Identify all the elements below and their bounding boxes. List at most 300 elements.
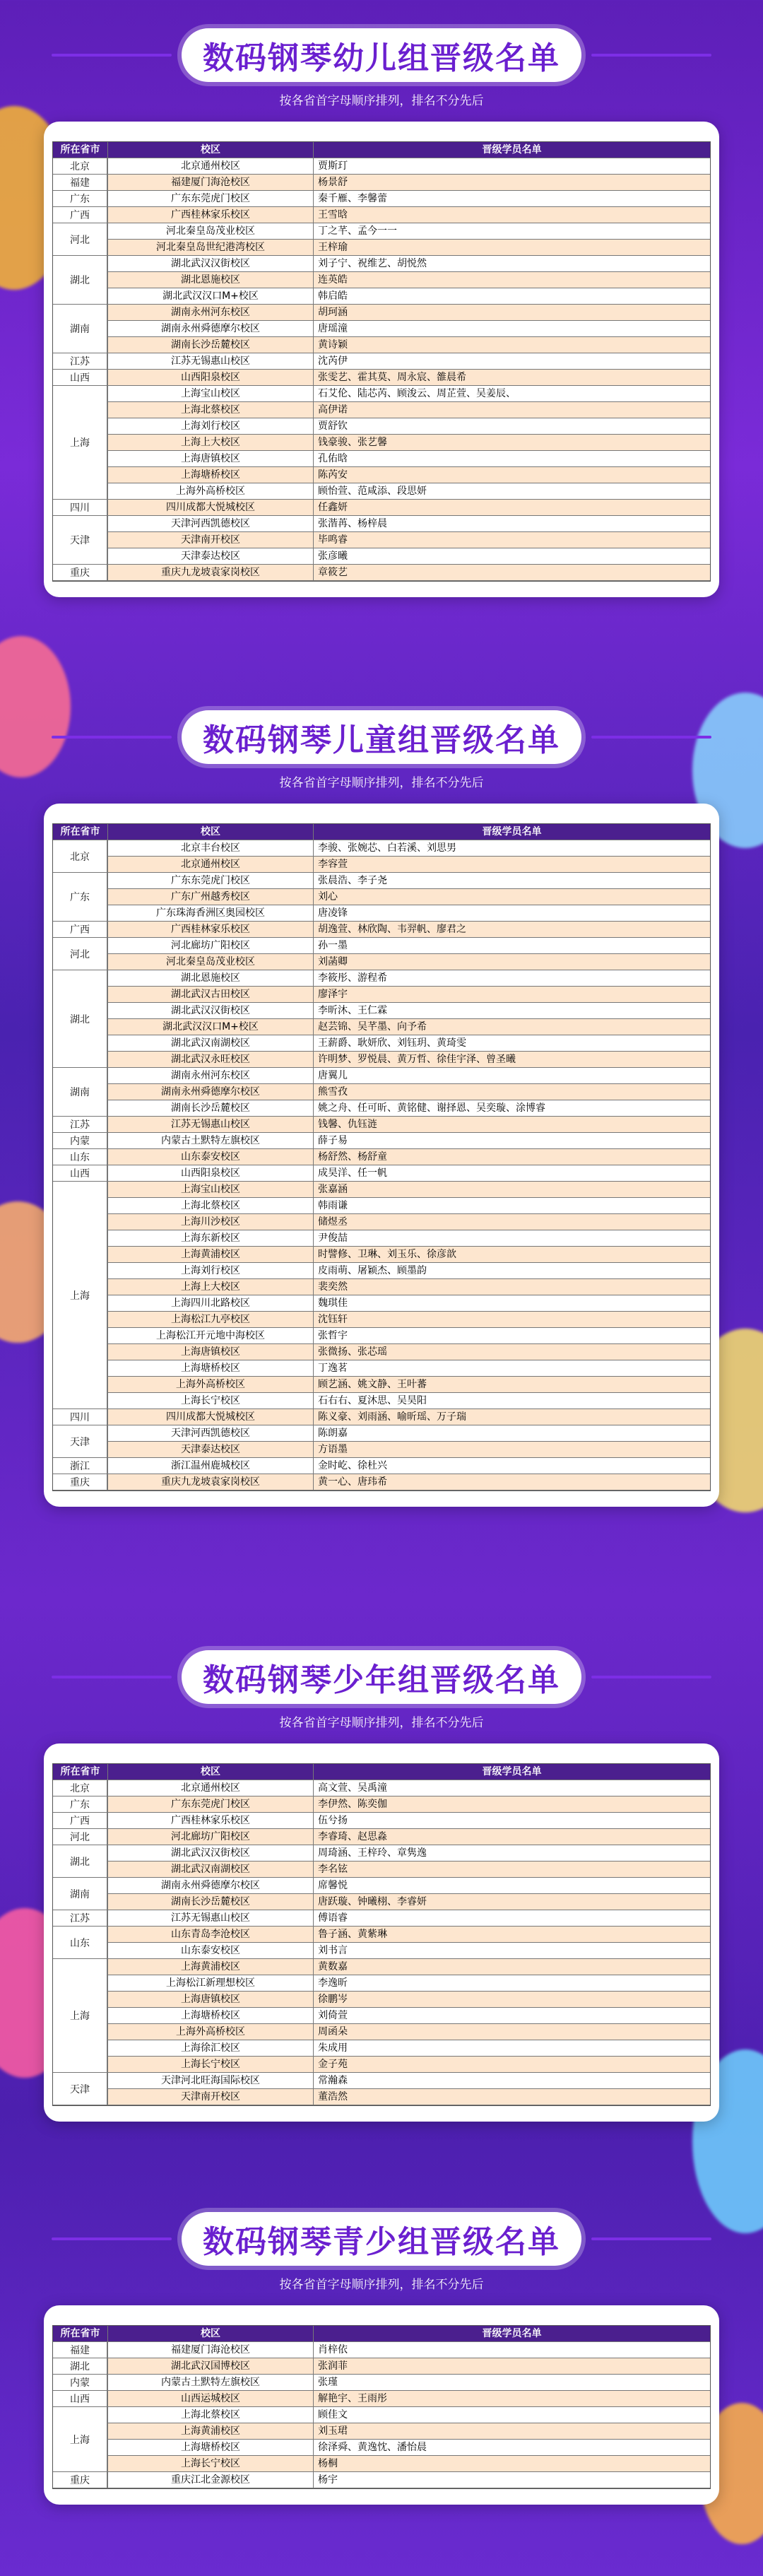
table-row <box>53 288 710 305</box>
students-cell: 尹俊喆 <box>314 1230 710 1246</box>
students-cell: 胡珂涵 <box>314 305 710 320</box>
table-row <box>53 256 710 272</box>
table-row <box>53 1377 710 1393</box>
header-names: 晋级学员名单 <box>314 2326 710 2341</box>
province-cell: 内蒙 <box>53 2375 107 2391</box>
table-row <box>53 954 710 970</box>
school-cell: 上海北蔡校区 <box>108 2407 314 2423</box>
table-row <box>53 889 710 905</box>
section-title: 数码钢琴青少组晋级名单 <box>182 2212 581 2266</box>
students-cell: 孙一墨 <box>314 938 710 953</box>
school-cell: 上海松江开元地中海校区 <box>108 1328 314 1343</box>
school-cell: 上海黄浦校区 <box>108 2423 314 2439</box>
province-cell: 湖北 <box>53 256 107 305</box>
school-cell: 上海宝山校区 <box>108 386 314 401</box>
table-row <box>53 2008 710 2024</box>
table-row <box>53 2423 710 2440</box>
table-row <box>53 1133 710 1149</box>
table-row <box>53 337 710 353</box>
table-row <box>53 2089 710 2105</box>
province-cell: 天津 <box>53 1425 107 1458</box>
students-cell: 方语墨 <box>314 1442 710 1457</box>
title-line <box>591 1676 711 1678</box>
table-row <box>53 321 710 337</box>
table-row <box>53 223 710 240</box>
students-cell: 刘心 <box>314 889 710 905</box>
title-line <box>591 736 711 739</box>
students-cell: 刘书言 <box>314 1943 710 1958</box>
table-row <box>53 1247 710 1263</box>
table-row <box>53 2407 710 2423</box>
table-row <box>53 840 710 857</box>
school-cell: 广东东莞虎门校区 <box>108 191 314 206</box>
students-cell: 朱成用 <box>314 2040 710 2056</box>
school-cell: 北京通州校区 <box>108 857 314 872</box>
table-row <box>53 2057 710 2073</box>
table-row <box>53 191 710 207</box>
province-cell: 湖南 <box>53 1878 107 1910</box>
school-cell: 上海塘桥校区 <box>108 2440 314 2455</box>
school-cell: 上海外高桥校区 <box>108 2024 314 2040</box>
header-province: 所在省市 <box>53 824 108 840</box>
students-cell: 杨桐 <box>314 2456 710 2471</box>
school-cell: 广西桂林家乐校区 <box>108 1813 314 1828</box>
school-cell: 湖北武汉汉街校区 <box>108 256 314 271</box>
table-row <box>53 1862 710 1878</box>
school-cell: 上海宝山校区 <box>108 1182 314 1197</box>
students-cell: 贾舒钦 <box>314 418 710 434</box>
school-cell: 上海刘行校区 <box>108 1263 314 1278</box>
school-cell: 江苏无锡惠山校区 <box>108 1910 314 1926</box>
table-row <box>53 1165 710 1182</box>
section-title-bar <box>0 28 763 82</box>
school-cell: 山东泰安校区 <box>108 1943 314 1958</box>
students-cell: 熊雪孜 <box>314 1084 710 1100</box>
table-row <box>53 1149 710 1165</box>
school-cell: 广西桂林家乐校区 <box>108 207 314 223</box>
result-table <box>52 141 711 582</box>
school-cell: 广东东莞虎门校区 <box>108 1796 314 1812</box>
province-cell: 广西 <box>53 922 107 938</box>
header-school: 校区 <box>108 2326 314 2341</box>
school-cell: 内蒙古土默特左旗校区 <box>108 1133 314 1148</box>
province-cell: 河北 <box>53 223 107 256</box>
table-row <box>53 2073 710 2089</box>
students-cell: 裴奕然 <box>314 1279 710 1295</box>
table-row <box>53 1279 710 1295</box>
students-cell: 李容萱 <box>314 857 710 872</box>
students-cell: 李名铉 <box>314 1862 710 1877</box>
table-row <box>53 1943 710 1959</box>
school-cell: 上海松江九亭校区 <box>108 1312 314 1327</box>
school-cell: 湖北武汉汉口M+校区 <box>108 1019 314 1035</box>
students-cell: 杨景舒 <box>314 175 710 190</box>
school-cell: 湖南永州河东校区 <box>108 305 314 320</box>
school-cell: 天津河西凯德校区 <box>108 1425 314 1441</box>
students-cell: 徐泽舜、黄逸忱、潘怡晨 <box>314 2440 710 2455</box>
table-row <box>53 1780 710 1796</box>
header-names: 晋级学员名单 <box>314 824 710 840</box>
students-cell: 李睿琦、赵思淼 <box>314 1829 710 1845</box>
table-row <box>53 857 710 873</box>
students-cell: 魏琪佳 <box>314 1295 710 1311</box>
province-cell: 上海 <box>53 1959 107 2073</box>
school-cell: 上海四川北路校区 <box>108 1295 314 1311</box>
students-cell: 顾艺涵、姚文静、王叶蕃 <box>314 1377 710 1392</box>
table-row <box>53 970 710 987</box>
school-cell: 上海黄浦校区 <box>108 1959 314 1975</box>
table-row <box>53 2391 710 2407</box>
school-cell: 湖北恩施校区 <box>108 970 314 986</box>
table-row <box>53 873 710 889</box>
table-row <box>53 305 710 321</box>
table-row <box>53 2440 710 2456</box>
school-cell: 重庆九龙坡袁家岗校区 <box>108 565 314 580</box>
school-cell: 重庆江北金源校区 <box>108 2472 314 2488</box>
students-cell: 李伊然、陈奕伽 <box>314 1796 710 1812</box>
school-cell: 湖北武汉古田校区 <box>108 987 314 1002</box>
students-cell: 钱馨、仇钰涟 <box>314 1117 710 1132</box>
school-cell: 上海唐镇校区 <box>108 1344 314 1360</box>
table-row <box>53 1813 710 1829</box>
school-cell: 山西阳泉校区 <box>108 370 314 385</box>
header-names: 晋级学员名单 <box>314 1764 710 1780</box>
table-row <box>53 1100 710 1117</box>
subtitle: 按各省首字母顺序排列，排名不分先后 <box>279 1716 484 1730</box>
table-row <box>53 1975 710 1992</box>
province-cell: 广东 <box>53 873 107 922</box>
students-cell: 王梓瑜 <box>314 240 710 255</box>
students-cell: 席馨悦 <box>314 1878 710 1893</box>
school-cell: 浙江温州鹿城校区 <box>108 1458 314 1474</box>
students-cell: 赵芸锦、吴芊墨、向予希 <box>314 1019 710 1035</box>
students-cell: 连英皓 <box>314 272 710 288</box>
table-row <box>53 1035 710 1052</box>
students-cell: 董浩然 <box>314 2089 710 2105</box>
school-cell: 福建厦门海沧校区 <box>108 2342 314 2358</box>
students-cell: 张哲宇 <box>314 1328 710 1343</box>
province-cell: 湖北 <box>53 1845 107 1878</box>
school-cell: 上海川沙校区 <box>108 1214 314 1230</box>
school-cell: 四川成都大悦城校区 <box>108 1409 314 1425</box>
province-cell: 上海 <box>53 386 107 500</box>
students-cell: 胡逸萱、林欣陶、韦羿帆、廖君之 <box>314 922 710 937</box>
school-cell: 上海外高桥校区 <box>108 1377 314 1392</box>
school-cell: 湖北武汉永旺校区 <box>108 1052 314 1067</box>
table-row <box>53 1878 710 1894</box>
students-cell: 高文萱、吴禹潼 <box>314 1780 710 1796</box>
students-cell: 常瀚森 <box>314 2073 710 2088</box>
header-school: 校区 <box>108 1764 314 1780</box>
students-cell: 肖梓依 <box>314 2342 710 2358</box>
header-names: 晋级学员名单 <box>314 142 710 158</box>
province-cell: 上海 <box>53 1182 107 1409</box>
header-province: 所在省市 <box>53 2326 108 2341</box>
students-cell: 周函朵 <box>314 2024 710 2040</box>
students-cell: 韩启皓 <box>314 288 710 304</box>
school-cell: 重庆九龙坡袁家岗校区 <box>108 1474 314 1490</box>
title-line <box>591 54 711 57</box>
title-line <box>52 2237 172 2240</box>
students-cell: 张嘉涵 <box>314 1182 710 1197</box>
students-cell: 傅语睿 <box>314 1910 710 1926</box>
subtitle: 按各省首字母顺序排列，排名不分先后 <box>279 776 484 790</box>
students-cell: 杨宇 <box>314 2472 710 2488</box>
section-title: 数码钢琴儿童组晋级名单 <box>182 710 581 764</box>
table-row <box>53 1230 710 1247</box>
students-cell: 沈钰轩 <box>314 1312 710 1327</box>
province-cell: 江苏 <box>53 1910 107 1927</box>
table-row <box>53 1084 710 1100</box>
table-row <box>53 2342 710 2358</box>
province-cell: 广东 <box>53 191 107 207</box>
students-cell: 时譬修、卫琳、刘玉乐、徐彦歆 <box>314 1247 710 1262</box>
table-row <box>53 2040 710 2057</box>
table-row <box>53 1328 710 1344</box>
school-cell: 上海长宁校区 <box>108 1393 314 1408</box>
school-cell: 山东泰安校区 <box>108 1149 314 1165</box>
province-cell: 四川 <box>53 1409 107 1425</box>
school-cell: 湖北武汉汉口M+校区 <box>108 288 314 304</box>
table-row <box>53 1360 710 1377</box>
students-cell: 任鑫妍 <box>314 500 710 515</box>
province-cell: 四川 <box>53 500 107 516</box>
school-cell: 上海长宁校区 <box>108 2456 314 2471</box>
students-cell: 皮雨萌、屠颖杰、顾墨韵 <box>314 1263 710 1278</box>
table-row <box>53 1052 710 1068</box>
students-cell: 李骏、张婉芯、白若溪、刘思男 <box>314 840 710 856</box>
table-row <box>53 1393 710 1409</box>
students-cell: 黄诗颖 <box>314 337 710 353</box>
table-row <box>53 1068 710 1084</box>
students-cell: 顾佳文 <box>314 2407 710 2423</box>
school-cell: 北京通州校区 <box>108 1780 314 1796</box>
province-cell: 福建 <box>53 2342 107 2358</box>
school-cell: 湖北武汉汉街校区 <box>108 1845 314 1861</box>
students-cell: 金子苑 <box>314 2057 710 2072</box>
table-row <box>53 2024 710 2040</box>
school-cell: 山西运城校区 <box>108 2391 314 2406</box>
school-cell: 广东珠海香洲区奥园校区 <box>108 905 314 921</box>
students-cell: 秦千雁、李馨蕾 <box>314 191 710 206</box>
province-cell: 内蒙 <box>53 1133 107 1149</box>
students-cell: 黄一心、唐玮希 <box>314 1474 710 1490</box>
students-cell: 高伊诺 <box>314 402 710 418</box>
table-row <box>53 451 710 467</box>
students-cell: 周琦涵、王梓玲、章隽逸 <box>314 1845 710 1861</box>
province-cell: 重庆 <box>53 1474 107 1490</box>
province-cell: 重庆 <box>53 565 107 581</box>
school-cell: 四川成都大悦城校区 <box>108 500 314 515</box>
table-row <box>53 386 710 402</box>
table-row <box>53 500 710 516</box>
table-row <box>53 1992 710 2008</box>
province-cell: 北京 <box>53 158 107 175</box>
table-row <box>53 532 710 548</box>
school-cell: 河北廊坊广阳校区 <box>108 938 314 953</box>
students-cell: 陈义豪、刘雨涵、喻昕瑶、万子瑞 <box>314 1409 710 1425</box>
school-cell: 上海上大校区 <box>108 435 314 450</box>
table-row <box>53 2456 710 2472</box>
province-cell: 北京 <box>53 1780 107 1796</box>
school-cell: 上海唐镇校区 <box>108 451 314 466</box>
school-cell: 广东东莞虎门校区 <box>108 873 314 888</box>
students-cell: 丁逸茗 <box>314 1360 710 1376</box>
table-row <box>53 1910 710 1927</box>
table-row <box>53 1845 710 1862</box>
section-title: 数码钢琴幼儿组晋级名单 <box>182 28 581 82</box>
table-row <box>53 1019 710 1035</box>
table-row <box>53 1894 710 1910</box>
title-line <box>52 736 172 739</box>
students-cell: 陈朗嘉 <box>314 1425 710 1441</box>
school-cell: 湖北恩施校区 <box>108 272 314 288</box>
school-cell: 河北廊坊广阳校区 <box>108 1829 314 1845</box>
province-cell: 江苏 <box>53 1117 107 1133</box>
province-cell: 重庆 <box>53 2472 107 2488</box>
section-title-bar <box>0 2212 763 2266</box>
school-cell: 湖南长沙岳麓校区 <box>108 337 314 353</box>
result-card <box>44 1716 719 2122</box>
students-cell: 沈芮伊 <box>314 353 710 369</box>
province-cell: 广西 <box>53 207 107 223</box>
province-cell: 山东 <box>53 1149 107 1165</box>
province-cell: 天津 <box>53 516 107 565</box>
table-row <box>53 2472 710 2488</box>
table-row <box>53 565 710 581</box>
school-cell: 广东广州越秀校区 <box>108 889 314 905</box>
province-cell: 湖南 <box>53 305 107 353</box>
province-cell: 江苏 <box>53 353 107 370</box>
school-cell: 上海上大校区 <box>108 1279 314 1295</box>
school-cell: 湖南永州舜德摩尔校区 <box>108 1084 314 1100</box>
section-title-bar <box>0 1650 763 1704</box>
school-cell: 湖南永州河东校区 <box>108 1068 314 1083</box>
province-cell: 福建 <box>53 175 107 191</box>
table-row <box>53 1182 710 1198</box>
students-cell: 许明梦、罗悦晨、黄万哲、徐佳宇泽、曾圣曦 <box>314 1052 710 1067</box>
students-cell: 陈芮安 <box>314 467 710 483</box>
school-cell: 山东青岛李沧校区 <box>108 1927 314 1942</box>
students-cell: 解艳宇、王雨彤 <box>314 2391 710 2406</box>
province-cell: 山西 <box>53 1165 107 1182</box>
table-row <box>53 987 710 1003</box>
students-cell: 贾斯玎 <box>314 158 710 174</box>
result-card <box>44 776 719 1507</box>
province-cell: 上海 <box>53 2407 107 2472</box>
table-row <box>53 1458 710 1474</box>
students-cell: 李逸昕 <box>314 1975 710 1991</box>
province-cell: 广西 <box>53 1813 107 1829</box>
table-row <box>53 2358 710 2375</box>
school-cell: 上海唐镇校区 <box>108 1992 314 2007</box>
students-cell: 王雪晗 <box>314 207 710 223</box>
table-row <box>53 1295 710 1312</box>
header-province: 所在省市 <box>53 142 108 158</box>
students-cell: 石艾伦、陆芯芮、顾浚云、周芷萱、吴姜辰、 <box>314 386 710 401</box>
result-table <box>52 823 711 1491</box>
school-cell: 上海黄浦校区 <box>108 1247 314 1262</box>
province-cell: 山东 <box>53 1927 107 1959</box>
table-header <box>53 142 710 158</box>
school-cell: 湖南永州舜德摩尔校区 <box>108 1878 314 1893</box>
table-row <box>53 1409 710 1425</box>
students-cell: 薛子易 <box>314 1133 710 1148</box>
students-cell: 章筱艺 <box>314 565 710 580</box>
table-row <box>53 207 710 223</box>
table-row <box>53 1117 710 1133</box>
school-cell: 上海北蔡校区 <box>108 1198 314 1213</box>
table-row <box>53 1927 710 1943</box>
school-cell: 江苏无锡惠山校区 <box>108 1117 314 1132</box>
province-cell: 天津 <box>53 2073 107 2105</box>
students-cell: 金时屹、徐杜兴 <box>314 1458 710 1474</box>
students-cell: 刘子宁、祝维艺、胡悦然 <box>314 256 710 271</box>
province-cell: 北京 <box>53 840 107 873</box>
table-header <box>53 824 710 840</box>
school-cell: 湖北武汉南湖校区 <box>108 1035 314 1051</box>
school-cell: 河北秦皇岛茂业校区 <box>108 954 314 970</box>
table-row <box>53 548 710 565</box>
students-cell: 张雯艺、霍其莫、周永宸、雒晨希 <box>314 370 710 385</box>
table-row <box>53 1796 710 1813</box>
students-cell: 李筱彤、游程希 <box>314 970 710 986</box>
table-row <box>53 467 710 483</box>
table-row <box>53 1214 710 1230</box>
table-row <box>53 370 710 386</box>
table-row <box>53 1312 710 1328</box>
school-cell: 上海松江新理想校区 <box>108 1975 314 1991</box>
students-cell: 杨舒然、杨舒童 <box>314 1149 710 1165</box>
province-cell: 湖北 <box>53 970 107 1068</box>
students-cell: 唐跃璇、钟曦栩、李睿妍 <box>314 1894 710 1910</box>
province-cell: 河北 <box>53 938 107 970</box>
students-cell: 刘倚萱 <box>314 2008 710 2023</box>
school-cell: 上海塘桥校区 <box>108 467 314 483</box>
table-row <box>53 516 710 532</box>
students-cell: 鲁子涵、黄紫琳 <box>314 1927 710 1942</box>
section-title: 数码钢琴少年组晋级名单 <box>182 1650 581 1704</box>
title-line <box>591 2237 711 2240</box>
table-row <box>53 1198 710 1214</box>
students-cell: 丁之芊、孟今一一 <box>314 223 710 239</box>
province-cell: 山西 <box>53 370 107 386</box>
table-row <box>53 240 710 256</box>
school-cell: 湖北武汉南湖校区 <box>108 1862 314 1877</box>
province-cell: 湖南 <box>53 1068 107 1117</box>
table-row <box>53 1829 710 1845</box>
school-cell: 天津南开校区 <box>108 532 314 548</box>
school-cell: 内蒙古土默特左旗校区 <box>108 2375 314 2390</box>
school-cell: 广西桂林家乐校区 <box>108 922 314 937</box>
students-cell: 徐鹏岑 <box>314 1992 710 2007</box>
students-cell: 韩雨谦 <box>314 1198 710 1213</box>
province-cell: 河北 <box>53 1829 107 1845</box>
school-cell: 湖北武汉汉街校区 <box>108 1003 314 1018</box>
school-cell: 上海塘桥校区 <box>108 1360 314 1376</box>
table-row <box>53 905 710 922</box>
students-cell: 廖泽宇 <box>314 987 710 1002</box>
students-cell: 石右右、夏沐思、吴昊阳 <box>314 1393 710 1408</box>
school-cell: 河北秦皇岛世纪港湾校区 <box>108 240 314 255</box>
students-cell: 李昕沐、王仁霖 <box>314 1003 710 1018</box>
province-cell: 浙江 <box>53 1458 107 1474</box>
school-cell: 上海北蔡校区 <box>108 402 314 418</box>
table-row <box>53 1344 710 1360</box>
students-cell: 张彦曦 <box>314 548 710 564</box>
school-cell: 福建厦门海沧校区 <box>108 175 314 190</box>
school-cell: 江苏无锡惠山校区 <box>108 353 314 369</box>
